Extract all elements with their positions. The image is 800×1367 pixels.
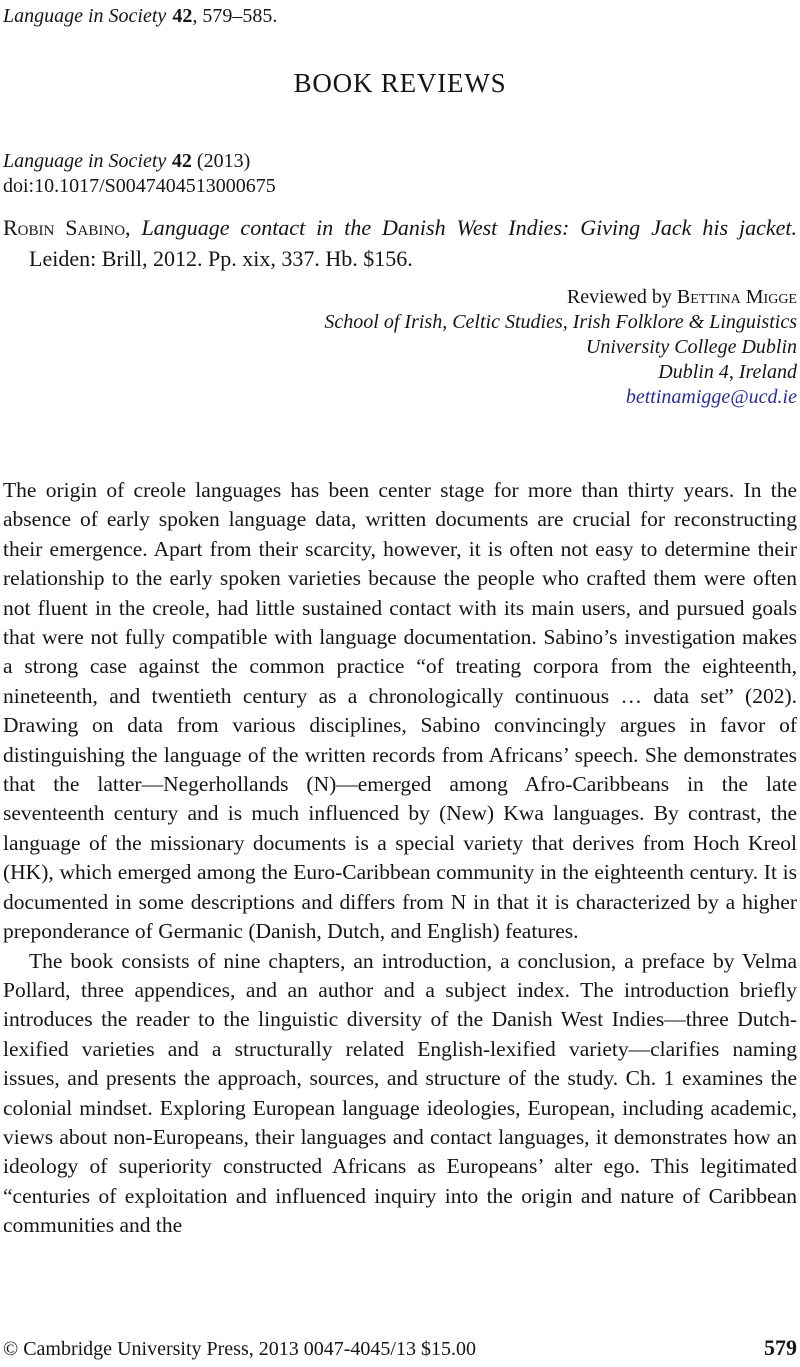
book-author: Robin Sabino	[3, 215, 126, 240]
citation-year: (2013)	[191, 150, 251, 172]
citation-doi: doi:10.1017/S0047404513000675	[3, 175, 276, 197]
citation-journal-line	[3, 149, 797, 174]
reviewed-by-prefix: Reviewed by	[566, 286, 677, 308]
reviewer-block	[120, 285, 797, 410]
reviewer-affiliation-line: School of Irish, Celtic Studies, Irish Folklore & Linguistics	[324, 311, 797, 333]
running-head-journal-title: Language in Society	[3, 5, 167, 27]
book-imprint: Leiden: Brill, 2012. Pp. xix, 337. Hb. $156.	[29, 246, 413, 271]
running-head	[3, 4, 797, 28]
page-footer	[3, 1335, 797, 1361]
running-head-volume: 42	[172, 5, 193, 27]
citation-volume: 42	[171, 150, 192, 172]
body-paragraph: The book consists of nine chapters, an introduction, a conclusion, a preface by Velma Pollard, three appendices, and an author and a subject index. The introduction briefly introduces the reader to the linguistic diversity of the Danish West Indies—three Dutch-lexified varieties and a structurally related English-lexified variety—clarifies naming issues, and presents the approach, sources, and structure of the study. Ch. 1 examines the colonial mindset. Exploring European language ideologies, European, including academic, views about non-Europeans, their languages and contact languages, it demonstrates how an ideology of superiority constructed Africans as Europeans’ alter ego. This legitimated “centuries of exploitation and influenced inquiry into the origin and nature of Caribbean communities and the	[3, 948, 797, 1238]
book-title: Language contact in the Danish West Indies: Giving Jack his jacket.	[141, 215, 797, 240]
section-title: BOOK REVIEWS	[293, 68, 507, 98]
body-paragraph: The origin of creole languages has been center stage for more than thirty years. In the absence of early spoken language data, written documents are crucial for reconstructing their emergence. Apart from their scarcity, however, it is often not easy to determine their relationship to the early spoken varieties because the people who crafted them were often not fluent in the creole, had little sustained contact with its main users, and pursued goals that were not fully compatible with language documentation. Sabino’s investigation makes a strong case against the common practice “of treating corpora from the eighteenth, nineteenth, and twentieth century as a chronologically continuous … data set” (202). Drawing on data from various disciplines, Sabino convincingly argues in favor of distinguishing the language of the written records from Africans’ speech. She demonstrates that the latter—Negerhollands (N)—emerged among Afro-Caribbeans in the late seventeenth century and is much influenced by (New) Kwa languages. By contrast, the language of the missionary documents is a special variety that derives from Hoch Kreol (HK), which emerged among the Euro-Caribbean community in the eighteenth century. It is documented in some descriptions and differs from N in that it is characterized by a higher preponderance of Germanic (Danish, Dutch, and English) features.	[3, 478, 797, 944]
reviewer-email-link[interactable]: bettinamigge@ucd.ie	[625, 386, 797, 408]
reviewer-affiliation-line: Dublin 4, Ireland	[658, 361, 797, 383]
page-number: 579	[764, 1335, 797, 1360]
reviewer-name: Bettina Migge	[676, 286, 797, 308]
review-body	[3, 476, 797, 1241]
reviewer-affiliation-line: University College Dublin	[585, 336, 797, 358]
article-citation	[3, 149, 797, 199]
book-heading	[3, 212, 797, 274]
reviewed-by-line	[120, 285, 797, 310]
citation-journal-title: Language in Society	[3, 150, 167, 172]
book-author-separator: ,	[125, 215, 142, 240]
running-head-pages: , 579–585.	[192, 5, 278, 27]
copyright-notice: © Cambridge University Press, 2013 0047-4045/13 $15.00	[3, 1338, 476, 1360]
reviewer-email-line	[120, 385, 797, 410]
